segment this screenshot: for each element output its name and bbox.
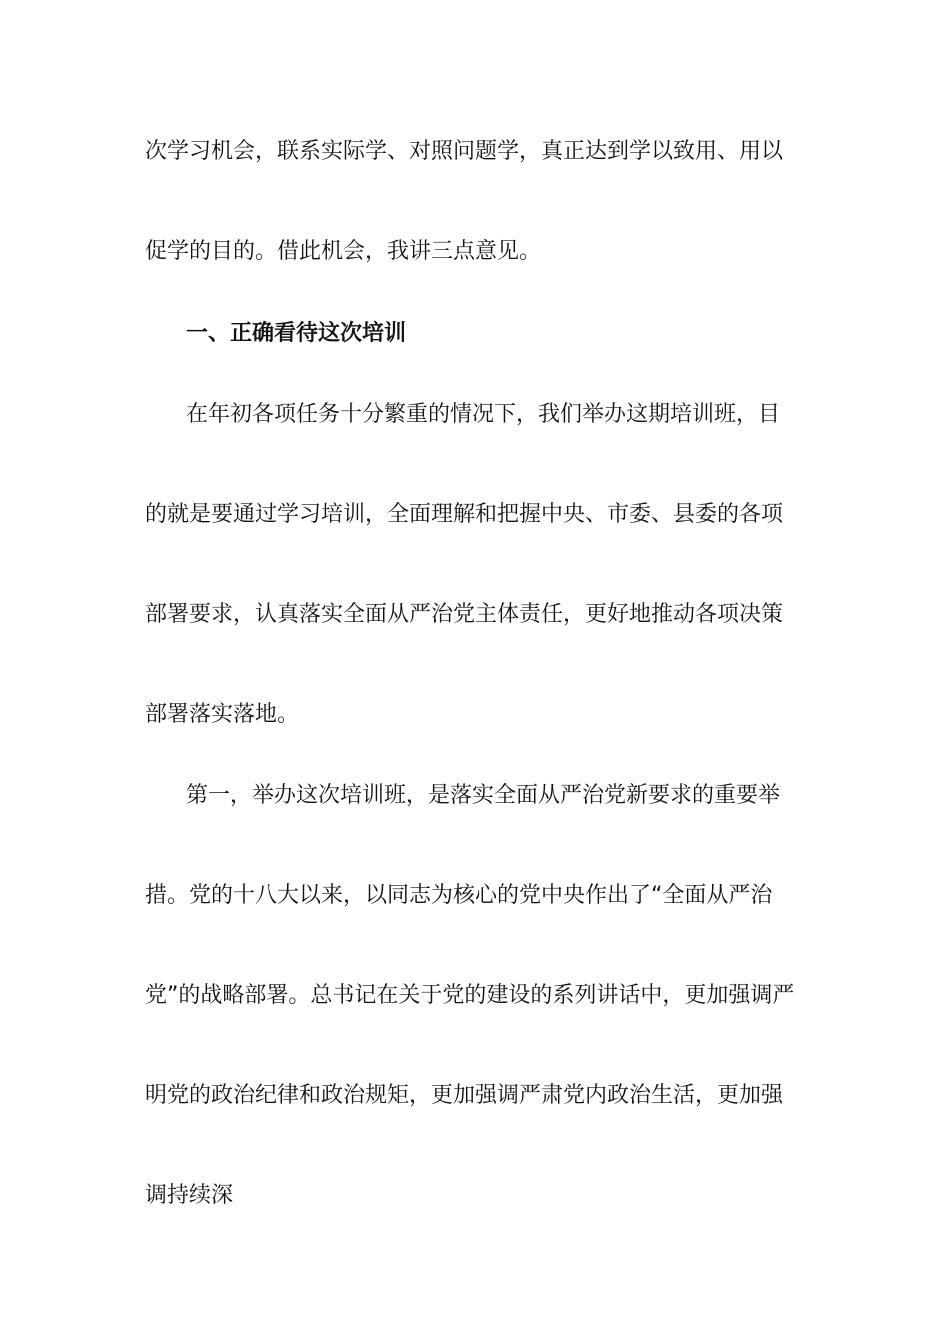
body-text-line: 调持续深	[145, 1183, 234, 1208]
body-text-line: 促学的目的。借此机会，我讲三点意见。	[145, 239, 542, 264]
body-text-line: 部署要求，认真落实全面从严治党主体责任，更好地推动各项决策	[145, 602, 784, 627]
body-text-line: 次学习机会，联系实际学、对照问题学，真正达到学以致用、用以	[145, 139, 784, 164]
body-text-line: 措。党的十八大以来，以同志为核心的党中央作出了“全面从严治	[145, 883, 773, 908]
body-text-line: 党”的战略部署。总书记在关于党的建设的系列讲话中，更加强调严	[145, 983, 795, 1008]
paragraph-start-line: 第一，举办这次培训班，是落实全面从严治党新要求的重要举	[186, 783, 781, 808]
body-text-line: 的就是要通过学习培训，全面理解和把握中央、市委、县委的各项	[145, 502, 784, 527]
section-heading: 一、正确看待这次培训	[186, 321, 407, 346]
paragraph-start-line: 在年初各项任务十分繁重的情况下，我们举办这期培训班，目	[186, 402, 781, 427]
body-text-line: 明党的政治纪律和政治规矩，更加强调严肃党内政治生活，更加强	[145, 1083, 784, 1108]
body-text-line: 部署落实落地。	[145, 702, 300, 727]
